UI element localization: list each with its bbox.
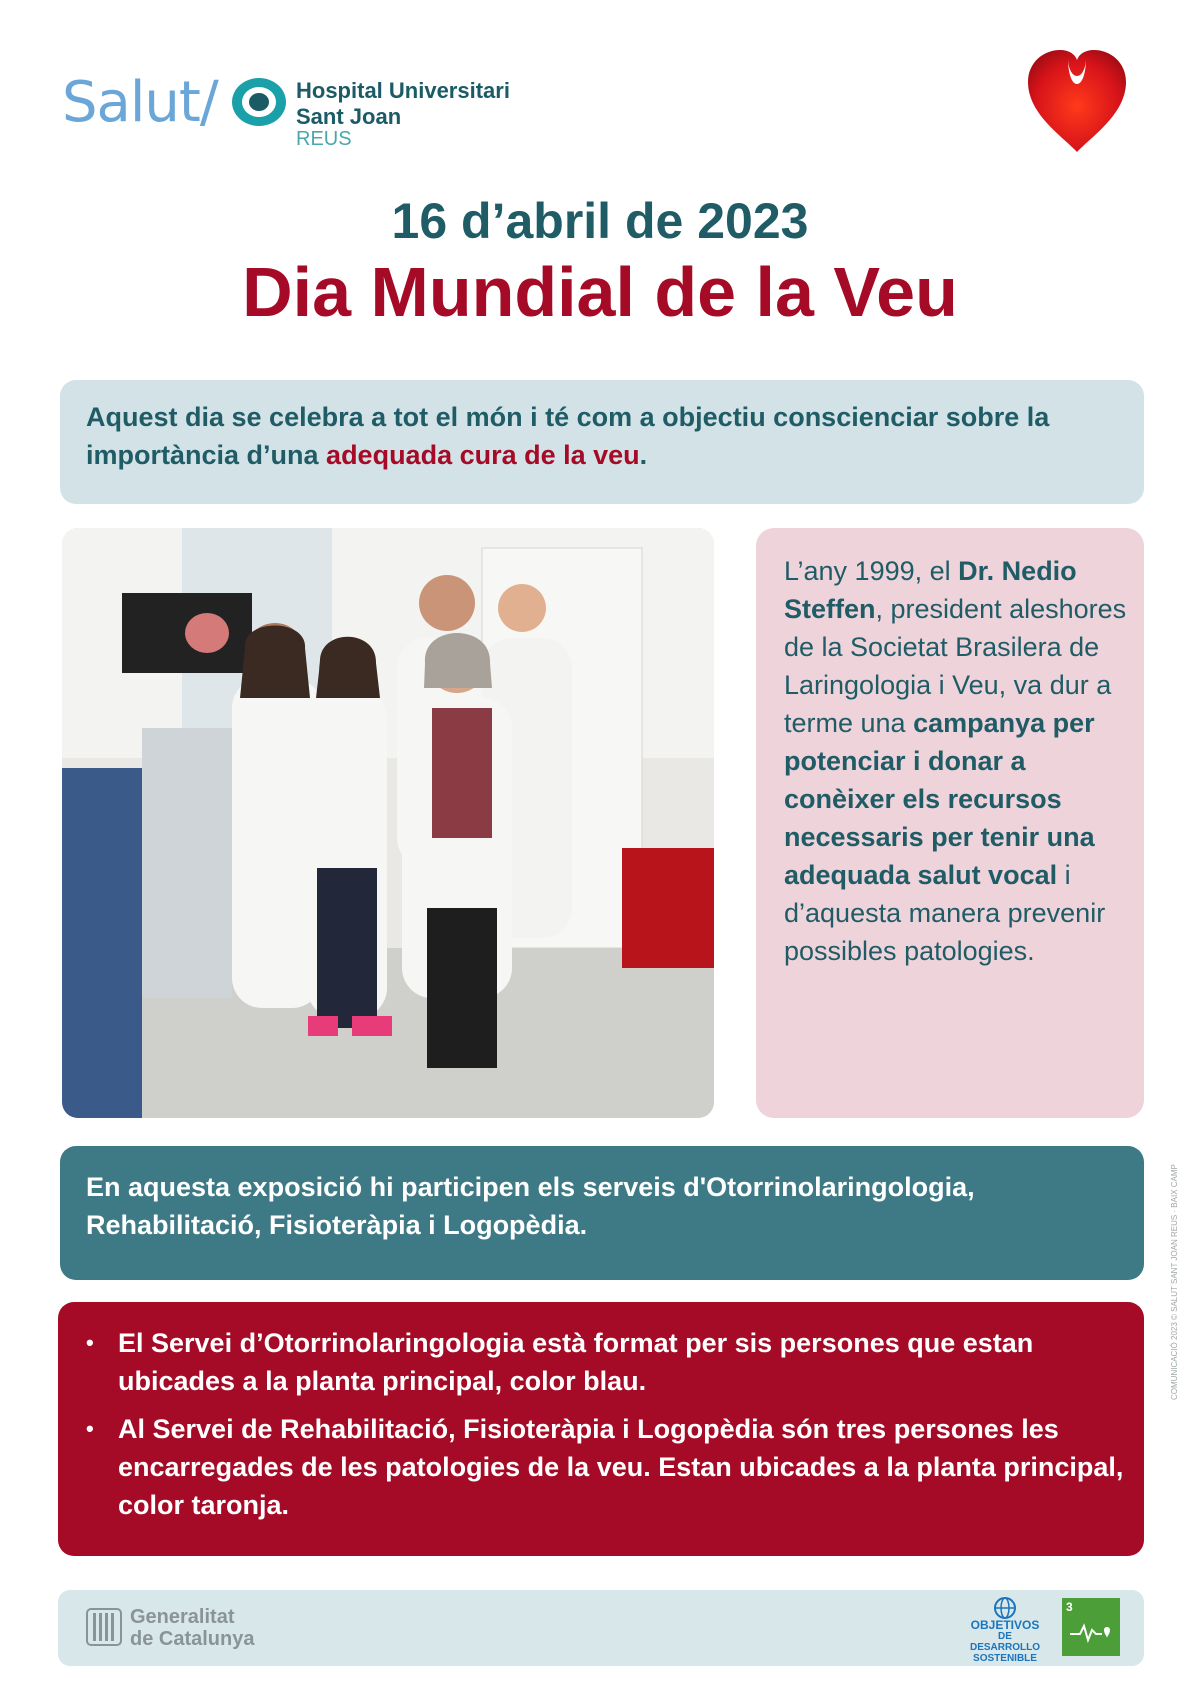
page-title: Dia Mundial de la Veu — [242, 253, 958, 331]
hospital-city: REUS — [296, 128, 352, 150]
un-globe-icon — [992, 1596, 1018, 1620]
history-text: L’any 1999, el Dr. Nedio Steffen, president aleshores de la Societat Brasilera de Laringologia i Veu, va dur a terme una campanya per potenciar i donar a conèixer els recursos necessaris per tenir una adequada salut vocal i d’aquesta manera prevenir possibles patologies. — [784, 556, 1127, 966]
generalitat-shield-icon — [86, 1608, 122, 1646]
credit-text: COMUNICACIÓ 2023 © SALUT SANT JOAN REUS · BAIX CAMP — [1170, 1164, 1179, 1400]
heart-logo-icon — [1022, 44, 1132, 156]
salut-logo: Salut/ — [62, 70, 218, 135]
list-item: • Al Servei de Rehabilitació, Fisioteràpia i Logopèdia són tres persones les encarregades de les patologies de la veu. Estan ubicades a la planta principal, color taronja. — [86, 1414, 1124, 1520]
sdg3-number: 3 — [1066, 1600, 1073, 1614]
campaign-highlight: campanya per potenciar i donar a conèixer els recursos necessaris per tenir una adequada salut vocal — [784, 708, 1095, 890]
list-item: • El Servei d’Otorrinolaringologia està format per sis persones que estan ubicades a la planta principal, color blau. — [86, 1328, 1034, 1396]
services-list — [86, 1324, 1126, 1534]
generalitat-logo-text: Generalitat de Catalunya — [130, 1606, 255, 1650]
event-date: 16 d’abril de 2023 — [391, 193, 809, 249]
doctor-name: Dr. Nedio Steffen — [784, 556, 1077, 624]
intro-highlight: adequada cura de la veu — [326, 440, 640, 470]
sdg-label: OBJETIVOS DE DESARROLLO SOSTENIBLE — [970, 1618, 1040, 1664]
hospital-name: Hospital Universitari Sant Joan — [296, 78, 510, 129]
heartbeat-icon — [1068, 1616, 1114, 1646]
hospital-ring-logo-icon — [230, 76, 288, 128]
team-photo — [62, 528, 714, 1118]
intro-text: Aquest dia se celebra a tot el món i té com a objectiu conscienciar sobre la importància d’una adequada cura de la veu. — [86, 402, 1050, 470]
services-intro: En aquesta exposició hi participen els serveis d'Otorrinolaringologia, Rehabilitació, Fisioteràpia i Logopèdia. — [86, 1172, 975, 1240]
